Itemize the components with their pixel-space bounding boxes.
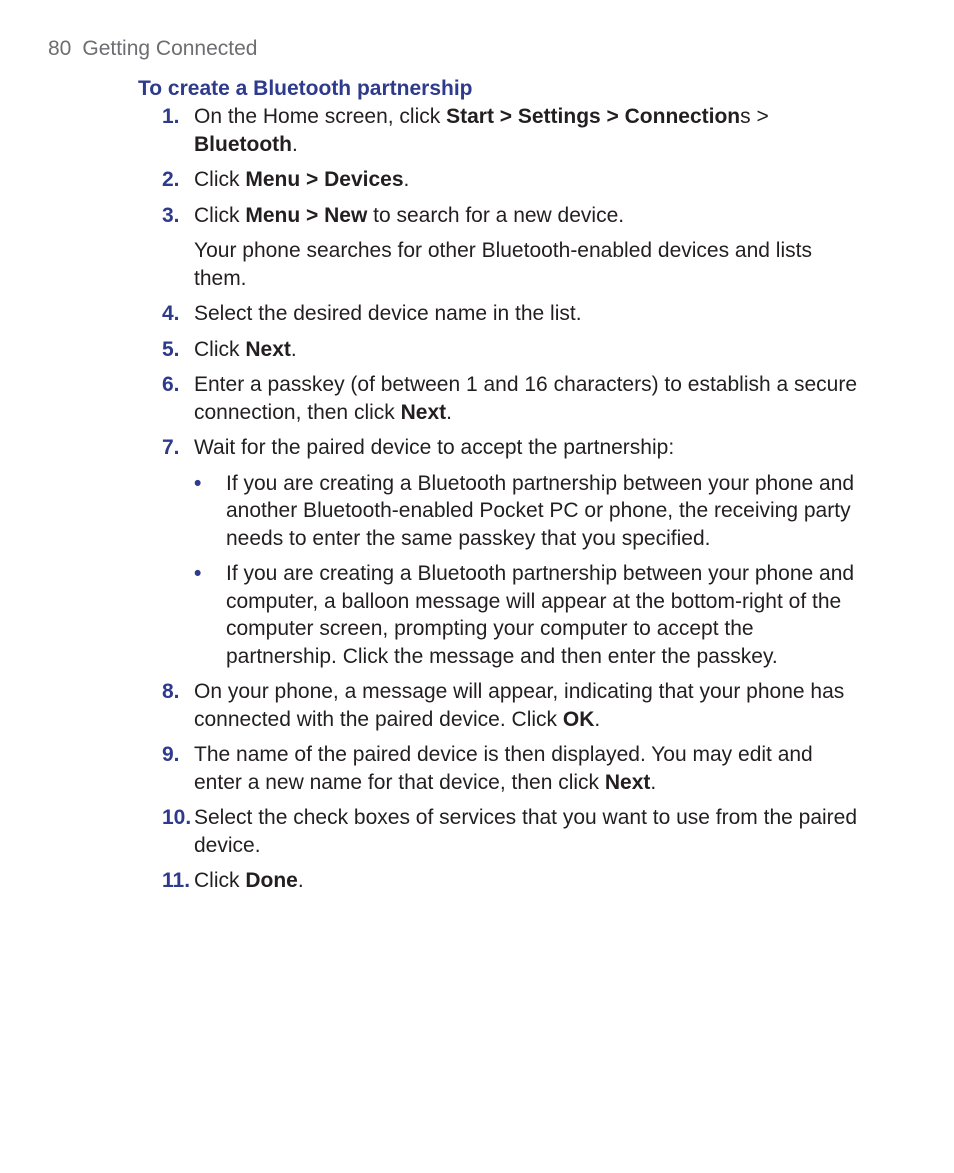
step-7: [162, 434, 862, 670]
step-text: On your phone, a message will appear, indicating that your phone has connected with the paired device. Click OK.: [194, 680, 845, 731]
step-number: 6.: [162, 373, 180, 396]
step-5: [162, 336, 862, 364]
step-text: The name of the paired device is then displayed. You may edit and enter a new name for that device, then click Next.: [194, 743, 813, 794]
step-1: [162, 103, 862, 158]
step-number: 9.: [162, 743, 180, 766]
step-number: 8.: [162, 680, 180, 703]
step-3: [162, 202, 862, 293]
bullet-list: [194, 470, 862, 671]
step-text: Enter a passkey (of between 1 and 16 characters) to establish a secure connection, then click Next.: [194, 373, 858, 424]
step-text: Click Menu > New to search for a new device.: [194, 203, 625, 227]
running-header: [48, 37, 257, 61]
step-text: Click Menu > Devices.: [194, 168, 410, 191]
step-number: 3.: [162, 203, 180, 227]
step-10: [162, 804, 862, 859]
bullet-item: [194, 560, 862, 670]
step-11: [162, 867, 862, 895]
chapter-title: Getting Connected: [82, 37, 258, 60]
step-number: 4.: [162, 302, 180, 325]
step-number: 10.: [162, 806, 192, 829]
step-text: Wait for the paired device to accept the partnership:: [194, 436, 675, 459]
bullet-marker: •: [194, 562, 202, 585]
page-number: 80: [48, 37, 72, 60]
step-2: [162, 166, 862, 194]
step-text: On the Home screen, click Start > Settings > Connections > Bluetooth.: [194, 105, 769, 156]
bullet-text: If you are creating a Bluetooth partnership between your phone and another Bluetooth-enabled Pocket PC or phone, the receiving party needs to enter the same passkey that you specified.: [226, 471, 855, 550]
section-title: To create a Bluetooth partnership: [138, 77, 473, 100]
step-text: Click Done.: [194, 869, 304, 892]
step-9: [162, 741, 862, 796]
step-number: 2.: [162, 168, 180, 191]
step-number: 7.: [162, 436, 180, 459]
step-text: Click Next.: [194, 337, 297, 361]
step-4: [162, 300, 862, 328]
bullet-item: [194, 470, 862, 553]
step-8: [162, 678, 862, 733]
step-number: 1.: [162, 105, 180, 128]
step-number: 11.: [162, 869, 191, 892]
step-note: Your phone searches for other Bluetooth-enabled devices and lists them.: [194, 239, 812, 290]
step-text: Select the check boxes of services that you want to use from the paired device.: [194, 806, 858, 857]
step-number: 5.: [162, 337, 180, 361]
bullet-text: If you are creating a Bluetooth partnership between your phone and computer, a balloon message will appear at the bottom-right of the computer screen, prompting your computer to accept the partnership. Click the message and then enter the passkey.: [226, 562, 855, 668]
bullet-marker: •: [194, 471, 202, 495]
step-text: Select the desired device name in the list.: [194, 302, 582, 325]
steps-list: [162, 103, 862, 903]
step-6: [162, 371, 862, 426]
